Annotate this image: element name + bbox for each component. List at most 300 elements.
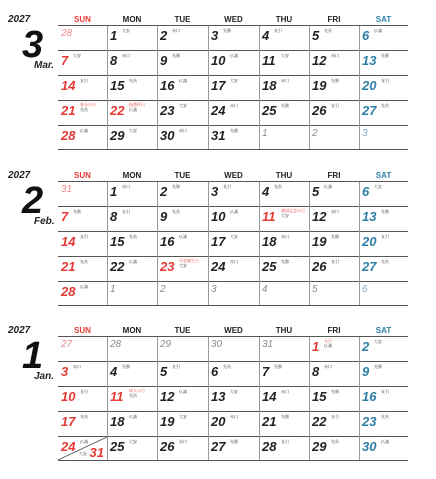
day-cell[interactable] <box>359 257 408 281</box>
day-number: 24 <box>211 103 226 118</box>
day-cell[interactable] <box>58 101 107 125</box>
weekday-header: SUN <box>74 15 91 24</box>
day-cell[interactable] <box>58 337 107 361</box>
day-cell[interactable] <box>359 26 408 50</box>
day-number: 17 <box>211 234 226 249</box>
rokuyo-label: 友引 <box>331 414 339 419</box>
rokuyo-label: 大安 <box>374 339 382 344</box>
day-number: 18 <box>262 234 277 249</box>
day-number: 3 <box>211 284 217 295</box>
day-cell[interactable] <box>309 26 359 50</box>
day-cell[interactable] <box>107 387 157 411</box>
day-cell[interactable] <box>309 101 359 125</box>
day-number: 17 <box>61 414 76 429</box>
weekday-header: TUE <box>174 326 191 335</box>
day-number: 14 <box>61 234 76 249</box>
day-number: 19 <box>160 414 175 429</box>
day-cell[interactable] <box>259 101 309 125</box>
day-cell[interactable] <box>359 182 408 206</box>
day-cell[interactable] <box>107 282 157 305</box>
rokuyo-label: 先負 <box>331 439 339 444</box>
grid-row-line <box>58 460 408 461</box>
day-cell[interactable] <box>107 101 157 125</box>
day-cell[interactable] <box>309 51 359 75</box>
day-number: 28 <box>262 439 277 454</box>
rokuyo-label: 仏滅 <box>230 53 238 58</box>
holiday-name: 建国記念の日 <box>281 208 305 213</box>
day-cell[interactable] <box>359 101 408 125</box>
day-number: 24 <box>61 439 76 454</box>
day-number: 25 <box>262 259 277 274</box>
day-number: 27 <box>362 103 377 118</box>
day-number: 13 <box>362 209 377 224</box>
rokuyo-label: 先勝 <box>122 364 130 369</box>
day-cell[interactable] <box>107 126 157 149</box>
day-number: 22 <box>312 414 327 429</box>
month-number: 1 <box>22 335 44 377</box>
day-cell[interactable] <box>157 126 208 149</box>
day-cell[interactable] <box>309 412 359 436</box>
rokuyo-label: 先勝 <box>73 209 81 214</box>
day-number: 8 <box>110 53 118 68</box>
day-cell[interactable] <box>208 257 259 281</box>
day-cell[interactable] <box>309 282 359 305</box>
day-number: 20 <box>211 414 226 429</box>
day-cell[interactable] <box>359 282 408 305</box>
day-cell[interactable] <box>107 362 157 386</box>
day-number: 30 <box>362 439 377 454</box>
day-number: 11 <box>262 53 276 68</box>
day-number: 16 <box>160 234 175 249</box>
rokuyo-label: 先負 <box>129 78 137 83</box>
day-cell[interactable] <box>259 232 309 256</box>
day-cell[interactable] <box>58 387 107 411</box>
day-cell[interactable] <box>259 362 309 386</box>
day-cell[interactable] <box>259 182 309 206</box>
rokuyo-label: 先勝 <box>331 389 339 394</box>
rokuyo-label: 大安 <box>374 184 382 189</box>
day-number: 5 <box>312 28 320 43</box>
rokuyo-label: 赤口 <box>230 259 238 264</box>
day-cell[interactable] <box>58 232 107 256</box>
day-number: 4 <box>262 184 270 199</box>
rokuyo-label: 友引 <box>381 234 389 239</box>
rokuyo-label: 大安 <box>230 234 238 239</box>
day-cell[interactable] <box>208 51 259 75</box>
day-cell[interactable] <box>157 412 208 436</box>
holiday-rokuyo: 仏滅 <box>129 106 137 112</box>
weekday-header: SUN <box>74 171 91 180</box>
rokuyo-label: 先勝 <box>331 78 339 83</box>
day-cell[interactable] <box>359 362 408 386</box>
day-cell[interactable] <box>157 257 208 281</box>
day-number: 1 <box>262 128 268 139</box>
day-cell[interactable] <box>359 207 408 231</box>
day-cell[interactable] <box>259 207 309 231</box>
rokuyo-label: 先負 <box>129 234 137 239</box>
rokuyo-label: 友引 <box>80 389 88 394</box>
day-number: 15 <box>110 78 125 93</box>
weekday-header: WED <box>224 171 243 180</box>
day-number: 2 <box>312 128 318 139</box>
day-number: 16 <box>160 78 175 93</box>
day-cell[interactable] <box>259 437 309 460</box>
day-cell[interactable] <box>259 387 309 411</box>
grid-row-line <box>58 305 408 306</box>
day-cell[interactable] <box>58 76 107 100</box>
rokuyo-label: 先負 <box>274 184 282 189</box>
month-year: 2027 <box>8 14 31 25</box>
holiday-name: 振替休日 <box>129 102 145 107</box>
rokuyo-label: 先勝 <box>281 103 289 108</box>
day-number: 14 <box>262 389 277 404</box>
day-cell[interactable] <box>107 257 157 281</box>
day-cell[interactable] <box>157 51 208 75</box>
day-cell[interactable] <box>208 387 259 411</box>
rokuyo-label: 友引 <box>223 184 231 189</box>
rokuyo-label: 仏滅 <box>179 78 187 83</box>
day-cell[interactable] <box>208 282 259 305</box>
day-cell[interactable] <box>107 412 157 436</box>
holiday-name: 天皇誕生日 <box>179 258 199 263</box>
day-number: 24 <box>211 259 226 274</box>
weekday-header: WED <box>224 326 243 335</box>
day-number: 26 <box>312 103 327 118</box>
rokuyo-label: 仏滅 <box>80 128 88 133</box>
day-cell[interactable] <box>58 437 107 460</box>
holiday-rokuyo: 先負 <box>129 392 137 398</box>
day-number: 17 <box>211 78 226 93</box>
day-number: 20 <box>362 234 377 249</box>
day-number: 5 <box>160 364 168 379</box>
day-cell[interactable] <box>58 257 107 281</box>
weekday-header: MON <box>122 171 142 180</box>
rokuyo-label: 赤口 <box>230 103 238 108</box>
day-number: 2 <box>160 28 168 43</box>
weekday-header: MON <box>122 15 142 24</box>
rokuyo-label: 赤口 <box>331 209 339 214</box>
day-number: 8 <box>312 364 320 379</box>
month-name: Feb. <box>34 216 55 227</box>
day-cell[interactable] <box>309 387 359 411</box>
month-name: Jan. <box>34 371 55 382</box>
holiday-rokuyo: 先負 <box>80 106 88 112</box>
day-cell[interactable] <box>259 126 309 149</box>
day-number: 11 <box>262 209 276 224</box>
day-number: 22 <box>110 103 125 118</box>
weekday-header: MON <box>122 326 142 335</box>
day-cell[interactable] <box>309 337 359 361</box>
day-number: 22 <box>110 259 125 274</box>
day-cell[interactable] <box>58 362 107 386</box>
day-number: 4 <box>262 284 268 295</box>
weekday-header: SAT <box>375 15 392 24</box>
day-number: 9 <box>160 53 168 68</box>
day-cell[interactable] <box>157 26 208 50</box>
day-number: 2 <box>362 339 370 354</box>
day-number: 3 <box>362 128 368 139</box>
rokuyo-label: 友引 <box>331 259 339 264</box>
holiday-rokuyo: 仏滅 <box>324 342 332 348</box>
day-number: 13 <box>211 389 226 404</box>
rokuyo-label: 赤口 <box>122 53 130 58</box>
rokuyo-label: 大安 <box>230 389 238 394</box>
day-cell[interactable] <box>208 76 259 100</box>
day-cell[interactable] <box>208 362 259 386</box>
day-number: 27 <box>362 259 377 274</box>
day-cell[interactable] <box>208 126 259 149</box>
day-number: 3 <box>211 28 219 43</box>
month-year: 2027 <box>8 325 31 336</box>
day-cell[interactable] <box>309 126 359 149</box>
weekday-header: FRI <box>327 15 341 24</box>
day-number: 6 <box>362 28 370 43</box>
day-cell[interactable] <box>157 232 208 256</box>
weekday-header: THU <box>275 326 293 335</box>
day-cell[interactable] <box>157 182 208 206</box>
month-name: Mar. <box>34 60 55 71</box>
day-cell[interactable] <box>309 182 359 206</box>
day-number: 26 <box>312 259 327 274</box>
day-number: 23 <box>160 259 175 274</box>
rokuyo-label: 赤口 <box>331 53 339 58</box>
day-number: 4 <box>110 364 118 379</box>
holiday-name: 春分の日 <box>80 102 96 107</box>
day-cell[interactable] <box>208 437 259 460</box>
day-number: 1 <box>110 28 118 43</box>
holiday-name: 成人の日 <box>129 388 145 393</box>
rokuyo-label: 先負 <box>80 259 88 264</box>
day-cell[interactable] <box>157 282 208 305</box>
rokuyo-label: 先負 <box>381 103 389 108</box>
day-cell[interactable] <box>107 76 157 100</box>
day-cell[interactable] <box>309 207 359 231</box>
day-cell[interactable] <box>259 76 309 100</box>
day-number: 29 <box>160 339 172 350</box>
day-number: 10 <box>211 53 226 68</box>
day-cell[interactable] <box>208 207 259 231</box>
rokuyo-label: 友引 <box>281 439 289 444</box>
day-number: 2 <box>160 184 168 199</box>
day-cell[interactable] <box>259 412 309 436</box>
rokuyo-label: 仏滅 <box>179 234 187 239</box>
day-cell[interactable] <box>157 437 208 460</box>
rokuyo-label: 大安 <box>230 78 238 83</box>
day-number: 23 <box>160 103 175 118</box>
day-cell[interactable] <box>208 337 259 361</box>
rokuyo-label: 大安 <box>179 414 187 419</box>
day-number: 31 <box>262 339 274 350</box>
day-number: 6 <box>362 284 368 295</box>
day-cell[interactable] <box>107 437 157 460</box>
rokuyo-label: 先勝 <box>172 53 180 58</box>
day-cell[interactable] <box>259 257 309 281</box>
day-number: 28 <box>61 128 76 143</box>
rokuyo-label: 大安 <box>179 103 187 108</box>
day-cell[interactable] <box>58 282 107 305</box>
rokuyo-label: 先勝 <box>381 53 389 58</box>
rokuyo-label: 仏滅 <box>324 184 332 189</box>
weekday-header: TUE <box>174 171 191 180</box>
day-cell[interactable] <box>359 51 408 75</box>
day-cell[interactable] <box>208 101 259 125</box>
rokuyo-label: 先勝 <box>281 414 289 419</box>
day-cell[interactable] <box>157 76 208 100</box>
day-number: 30 <box>211 339 223 350</box>
rokuyo-label: 先負 <box>381 414 389 419</box>
day-cell[interactable] <box>58 182 107 206</box>
day-cell[interactable] <box>58 51 107 75</box>
day-number: 28 <box>61 28 73 39</box>
rokuyo-label: 先勝 <box>281 259 289 264</box>
day-number: 18 <box>262 78 277 93</box>
day-number: 2 <box>160 284 166 295</box>
rokuyo-label: 先負 <box>80 414 88 419</box>
rokuyo-label: 仏滅 <box>230 209 238 214</box>
day-number: 8 <box>110 209 118 224</box>
day-number: 28 <box>61 284 76 299</box>
day-cell[interactable] <box>359 412 408 436</box>
day-cell[interactable] <box>259 282 309 305</box>
day-cell[interactable] <box>58 207 107 231</box>
day-number: 10 <box>61 389 76 404</box>
holiday-rokuyo: 大安 <box>281 212 289 218</box>
rokuyo-label: 仏滅 <box>80 284 88 289</box>
holiday-label <box>80 103 96 113</box>
day-number: 1 <box>312 339 320 354</box>
day-cell[interactable] <box>58 26 107 50</box>
month-number: 2 <box>22 180 44 222</box>
rokuyo-label: 先勝 <box>381 209 389 214</box>
rokuyo-label: 仏滅 <box>80 439 88 444</box>
day-number: 11 <box>110 389 124 404</box>
day-number: 3 <box>211 184 219 199</box>
rokuyo-label: 友引 <box>381 389 389 394</box>
day-cell[interactable] <box>359 76 408 100</box>
day-number-split: 31 <box>89 445 104 460</box>
rokuyo-label: 赤口 <box>324 364 332 369</box>
rokuyo-label: 仏滅 <box>374 28 382 33</box>
day-cell[interactable] <box>58 126 107 149</box>
month-block <box>0 325 436 475</box>
day-number: 26 <box>160 439 175 454</box>
day-number: 1 <box>110 284 116 295</box>
day-cell[interactable] <box>208 26 259 50</box>
rokuyo-label: 大安 <box>122 28 130 33</box>
day-cell[interactable] <box>359 437 408 460</box>
day-number: 12 <box>312 53 327 68</box>
day-number: 31 <box>61 184 73 195</box>
day-cell[interactable] <box>157 362 208 386</box>
day-cell[interactable] <box>309 232 359 256</box>
day-number: 3 <box>61 364 69 379</box>
rokuyo-label: 大安 <box>73 53 81 58</box>
day-cell[interactable] <box>359 337 408 361</box>
weekday-header: WED <box>224 15 243 24</box>
day-cell[interactable] <box>107 182 157 206</box>
day-cell[interactable] <box>208 412 259 436</box>
rokuyo-label: 仏滅 <box>129 259 137 264</box>
rokuyo-label: 先勝 <box>274 364 282 369</box>
day-number: 12 <box>312 209 327 224</box>
holiday-name: 元日 <box>324 338 332 343</box>
day-cell[interactable] <box>107 232 157 256</box>
rokuyo-label: 先勝 <box>374 364 382 369</box>
day-cell[interactable] <box>309 257 359 281</box>
day-number: 5 <box>312 184 320 199</box>
day-cell[interactable] <box>157 101 208 125</box>
rokuyo-label-split: 大安 <box>79 451 87 457</box>
day-number: 7 <box>262 364 270 379</box>
day-cell[interactable] <box>259 51 309 75</box>
day-cell[interactable] <box>309 76 359 100</box>
day-number: 23 <box>362 414 377 429</box>
rokuyo-label: 赤口 <box>122 184 130 189</box>
day-cell[interactable] <box>208 232 259 256</box>
rokuyo-label: 友引 <box>331 103 339 108</box>
day-cell[interactable] <box>359 232 408 256</box>
day-cell[interactable] <box>107 207 157 231</box>
day-number: 15 <box>110 234 125 249</box>
day-cell[interactable] <box>359 126 408 149</box>
day-number: 15 <box>312 389 327 404</box>
weekday-header: TUE <box>174 15 191 24</box>
rokuyo-label: 仏滅 <box>179 389 187 394</box>
day-number: 9 <box>160 209 168 224</box>
rokuyo-label: 仏滅 <box>129 414 137 419</box>
day-number: 27 <box>211 439 226 454</box>
rokuyo-label: 赤口 <box>179 439 187 444</box>
weekday-header: THU <box>275 15 293 24</box>
day-number: 19 <box>312 78 327 93</box>
month-block <box>0 14 436 164</box>
day-cell[interactable] <box>107 51 157 75</box>
rokuyo-label: 先負 <box>223 364 231 369</box>
day-cell[interactable] <box>157 387 208 411</box>
day-number: 7 <box>61 53 69 68</box>
day-number: 12 <box>160 389 175 404</box>
day-number: 20 <box>362 78 377 93</box>
day-number: 19 <box>312 234 327 249</box>
day-number: 21 <box>61 259 76 274</box>
day-cell[interactable] <box>107 337 157 361</box>
day-cell[interactable] <box>157 207 208 231</box>
day-cell[interactable] <box>359 387 408 411</box>
rokuyo-label: 友引 <box>80 234 88 239</box>
weekday-header: SAT <box>375 171 392 180</box>
day-number: 30 <box>160 128 175 143</box>
rokuyo-label: 友引 <box>381 78 389 83</box>
rokuyo-label: 赤口 <box>281 78 289 83</box>
month-number: 3 <box>22 24 44 66</box>
holiday-label <box>129 389 145 399</box>
rokuyo-label: 仏滅 <box>381 439 389 444</box>
rokuyo-label: 赤口 <box>73 364 81 369</box>
rokuyo-label: 大安 <box>129 439 137 444</box>
weekday-header: FRI <box>327 326 341 335</box>
day-cell[interactable] <box>309 362 359 386</box>
day-cell[interactable] <box>309 437 359 460</box>
day-cell[interactable] <box>259 26 309 50</box>
day-cell[interactable] <box>58 412 107 436</box>
day-cell[interactable] <box>259 337 309 361</box>
day-number: 6 <box>362 184 370 199</box>
day-number: 1 <box>110 184 118 199</box>
day-cell[interactable] <box>157 337 208 361</box>
day-cell[interactable] <box>208 182 259 206</box>
grid-row-line <box>58 149 408 150</box>
day-cell[interactable] <box>107 26 157 50</box>
